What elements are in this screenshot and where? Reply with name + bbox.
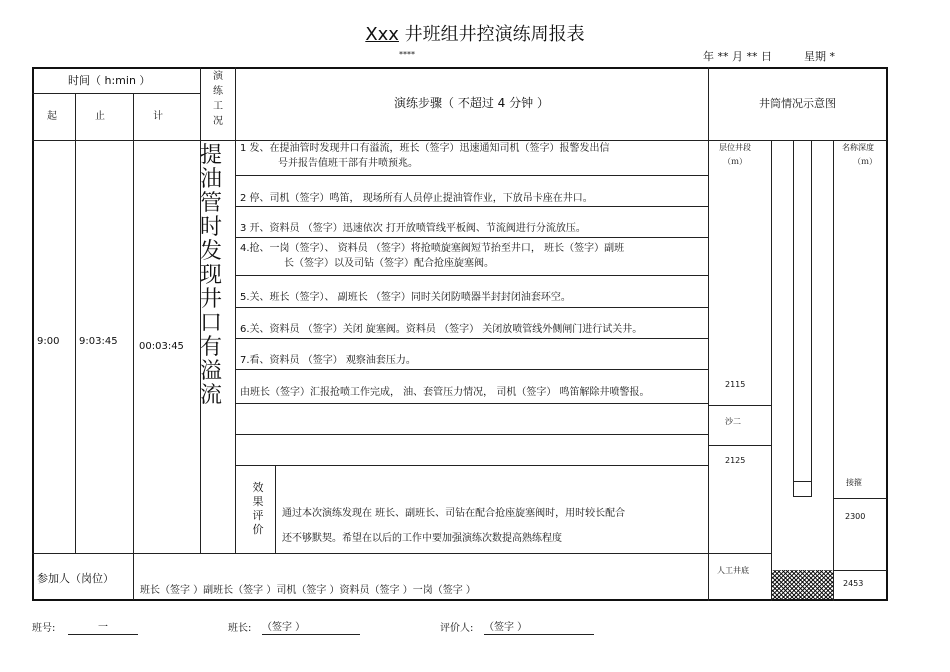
well-bottom-hatch	[772, 570, 833, 599]
step-text-cont: 长（签字）以及司钻（签字）配合抢座旋塞阀。	[284, 258, 494, 269]
header-end: 止	[95, 111, 105, 122]
table-border-right	[886, 67, 888, 601]
layer-2125: 2125	[725, 456, 746, 465]
title-stars: ****	[399, 50, 415, 59]
title-main: 井班组井控演练周报表	[398, 24, 585, 45]
eval-char: 效	[252, 481, 264, 494]
row-total: 00:03:45	[139, 341, 184, 352]
page-title	[0, 20, 950, 46]
row-start: 9:00	[37, 336, 60, 347]
row-condition-char: 时	[200, 215, 223, 240]
step-4	[240, 241, 705, 271]
footer-team-label: 班号:	[32, 623, 56, 634]
layer-label: 层位井段	[719, 143, 751, 152]
row-condition-char: 发	[200, 239, 223, 264]
step-line-3	[235, 237, 708, 238]
step-6	[240, 322, 705, 337]
bottom-label: 人工井底	[717, 566, 749, 575]
title-prefix: Xxx	[365, 24, 399, 45]
participants-label: 参加人（岗位）	[37, 572, 114, 585]
step-7	[240, 353, 705, 368]
row-end: 9:03:45	[79, 336, 118, 347]
footer-team-value: 一	[68, 622, 138, 635]
header-time: 时间（ h:min ）	[68, 74, 151, 87]
layer-unit: （ｍ）	[723, 157, 747, 166]
condition-char: 况	[213, 116, 223, 127]
col-divider-start	[75, 93, 76, 553]
diagram-col-divider-1	[771, 140, 772, 601]
depth-2453: 2453	[843, 579, 864, 588]
condition-char: 演	[213, 71, 223, 82]
depth-line-2300	[833, 498, 887, 499]
table-border-bottom	[32, 599, 887, 601]
col-divider-condition	[235, 67, 236, 553]
step-line-4	[235, 275, 708, 276]
step-text: 1 发、在提油管时发现井口有溢流，班长（签字）迅速通知司机（签字）报警发出信	[240, 143, 610, 154]
tool-label: 接箍	[846, 478, 862, 487]
step-line-8	[235, 403, 708, 404]
table-border-top	[32, 67, 887, 69]
depth-2300: 2300	[845, 512, 866, 521]
participants-top	[32, 553, 708, 554]
row-condition-char: 口	[200, 311, 223, 336]
row-condition-char: 油	[200, 167, 223, 192]
step-text: 由班长（签字）汇报抢喷工作完成， 油、套管压力情况， 司机（签字） 鸣笛解除井喷警报。	[240, 387, 650, 398]
row-condition-char: 有	[200, 335, 223, 360]
tubing-collar	[793, 481, 812, 482]
row-condition-char: 流	[200, 383, 223, 408]
eval-divider	[275, 465, 276, 553]
step-8	[240, 385, 705, 400]
row-condition-char: 提	[200, 143, 223, 168]
footer-evaluator-value: （签字 ）	[484, 622, 594, 635]
layer-line-2125	[708, 445, 771, 446]
step-5	[240, 290, 705, 305]
condition-char: 工	[213, 101, 223, 112]
step-line-5	[235, 307, 708, 308]
step-3	[240, 221, 705, 236]
header-divider	[32, 93, 200, 94]
evaluation-label	[247, 481, 269, 537]
header-steps: 演练步骤（ 不超过 4 分钟 ）	[394, 96, 549, 110]
report-weekday: 星期 *	[804, 50, 835, 63]
step-text-cont: 号并报告值班干部有井喷预兆。	[278, 158, 418, 169]
step-text: 3 开、资料员 （签字）迅速依次 打开放喷管线平板阀、节流阀进行分流放压。	[240, 223, 586, 234]
footer-evaluator-label: 评价人:	[440, 623, 474, 634]
evaluation-line-1: 通过本次演练发现在 班长、副班长、司钻在配合抢座旋塞阀时，用时较长配合	[282, 508, 626, 519]
depth-line-2453	[833, 570, 887, 571]
step-line-9	[235, 434, 708, 435]
row-condition-char: 溢	[200, 359, 223, 384]
eval-char: 果	[252, 495, 264, 508]
step-text: 4.抢、一岗（签字）、 资料员 （签字）将抢喷旋塞阀短节抬至井口， 班长（签字）副班	[240, 243, 625, 254]
eval-char: 评	[252, 509, 264, 522]
depth-label: 名称深度	[842, 143, 874, 152]
row-condition	[200, 144, 222, 408]
diagram-col-divider-2	[833, 140, 834, 601]
step-line-2	[235, 206, 708, 207]
col-divider-steps	[708, 67, 709, 601]
col-divider-end	[133, 93, 134, 600]
footer-leader-value: （签字 ）	[262, 622, 360, 635]
step-line-1	[235, 175, 708, 176]
header-well-diagram: 井筒情况示意图	[759, 97, 836, 110]
layer-line-bottom	[708, 553, 771, 554]
row-condition-char: 管	[200, 191, 223, 216]
layer-name: 沙二	[725, 417, 741, 426]
step-line-6	[235, 338, 708, 339]
step-1	[240, 141, 705, 171]
header-start: 起	[47, 111, 57, 122]
row-condition-char: 井	[200, 287, 223, 312]
condition-char: 练	[213, 86, 223, 97]
step-text: 5.关、班长（签字）、 副班长 （签字）同时关闭防喷器半封封闭油套环空。	[240, 292, 571, 303]
step-2	[240, 191, 705, 206]
step-text: 6.关、资料员 （签字）关闭 旋塞阀。资料员 （签字） 关闭放喷管线外侧闸门进行试关井。	[240, 324, 643, 335]
step-line-7	[235, 369, 708, 370]
participants-list: 班长（签字 ）副班长（签字 ）司机（签字 ）资料员（签字 ）一岗（签字 ）	[140, 585, 476, 596]
footer-leader-label: 班长:	[228, 623, 252, 634]
evaluation-line-2: 还不够默契。希望在以后的工作中要加强演练次数提高熟练程度	[282, 533, 562, 544]
report-date: 年 ** 月 ** 日	[703, 50, 772, 63]
header-total: 计	[153, 111, 163, 122]
step-text: 2 停、司机（签字）鸣笛， 现场所有人员停止提油管作业，下放吊卡座在井口。	[240, 193, 593, 204]
layer-2115: 2115	[725, 380, 746, 389]
step-line-10	[235, 465, 708, 466]
step-text: 7.看、资料员 （签字） 观察油套压力。	[240, 355, 416, 366]
table-border-left	[32, 67, 34, 601]
depth-unit: （ｍ）	[853, 157, 877, 166]
casing-outline	[793, 140, 812, 497]
header-drill-condition	[203, 69, 233, 129]
row-condition-char: 现	[200, 263, 223, 288]
eval-char: 价	[252, 523, 264, 536]
layer-line-2115	[708, 405, 771, 406]
